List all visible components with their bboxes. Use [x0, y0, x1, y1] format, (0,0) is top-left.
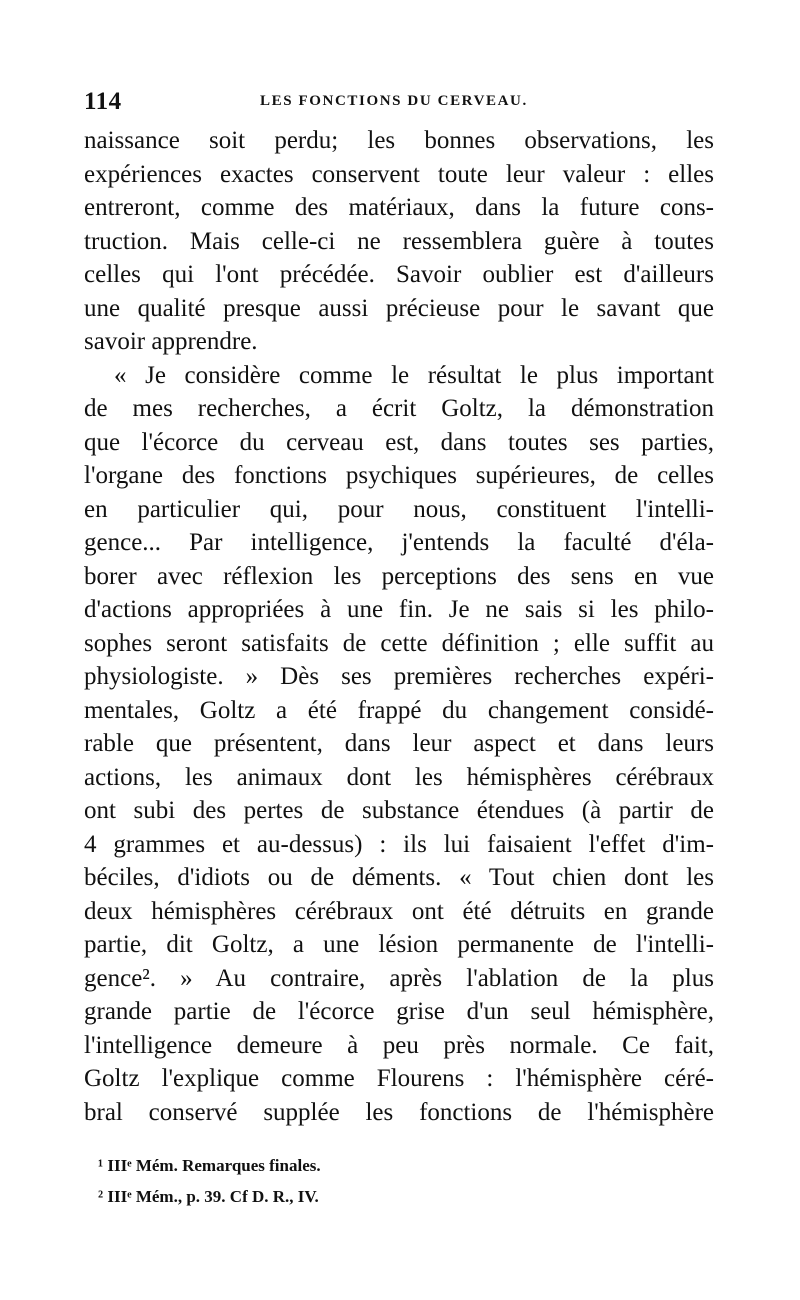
text-line: gence... Par intelligence, j'entends la faculté d'éla-	[84, 529, 714, 556]
text-line: l'intelligence demeure à peu près normale. Ce fait,	[84, 1031, 714, 1059]
text-line: l'organe des fonctions psychiques supérieures, de celles	[84, 462, 714, 489]
text-line: gence². » Au contraire, après l'ablation de la plus	[84, 964, 714, 992]
text-line: que l'écorce du cerveau est, dans toutes ses parties,	[84, 428, 714, 456]
text-line: borer avec réflexion les perceptions des sens en vue	[84, 562, 714, 590]
running-head	[84, 88, 714, 116]
text-line: « Je considère comme le résultat le plus important	[114, 361, 714, 389]
footnotes	[98, 1150, 658, 1212]
text-line: ont subi des pertes de substance étendues (à partir de	[84, 797, 714, 824]
page-number: 114	[84, 88, 122, 115]
text-line: bral conservé supplée les fonctions de l'hémisphère	[84, 1098, 714, 1126]
text-line: béciles, d'idiots ou de déments. « Tout chien dont les	[84, 864, 714, 891]
text-line: en particulier qui, pour nous, constituent l'intelli-	[84, 495, 714, 523]
text-line: deux hémisphères cérébraux ont été détruits en grande	[84, 897, 714, 925]
text-line: 4 grammes et au-dessus) : ils lui faisaient l'effet d'im-	[84, 830, 714, 858]
text-line: partie, dit Goltz, a une lésion permanente de l'intelli-	[84, 931, 714, 958]
text-line: Goltz l'explique comme Flourens : l'hémisphère céré-	[84, 1065, 714, 1092]
text-line: rable que présentent, dans leur aspect et dans leurs	[84, 730, 714, 757]
text-line: une qualité presque aussi précieuse pour le savant que	[84, 294, 714, 322]
text-line: mentales, Goltz a été frappé du changement considé-	[84, 696, 714, 724]
body-text	[84, 124, 714, 1129]
text-line: expériences exactes conservent toute leur valeur : elles	[84, 160, 714, 188]
footnote: ¹ IIIᵉ Mém. Remarques finales.	[98, 1156, 321, 1175]
text-line: actions, les animaux dont les hémisphères cérébraux	[84, 763, 714, 791]
text-line: naissance soit perdu; les bonnes observations, les	[84, 127, 714, 154]
text-line: entreront, comme des matériaux, dans la future cons-	[84, 194, 714, 221]
text-line: grande partie de l'écorce grise d'un seul hémisphère,	[84, 998, 714, 1025]
text-line: d'actions appropriées à une fin. Je ne sais si les philo-	[84, 596, 714, 623]
text-line: de mes recherches, a écrit Goltz, la démonstration	[84, 395, 714, 422]
text-line: savoir apprendre.	[84, 328, 258, 355]
text-line: celles qui l'ont précédée. Savoir oublier est d'ailleurs	[84, 261, 714, 288]
text-line: physiologiste. » Dès ses premières recherches expéri-	[84, 663, 714, 690]
text-line: sophes seront satisfaits de cette définition ; elle suffit au	[84, 629, 714, 657]
text-line: truction. Mais celle-ci ne ressemblera guère à toutes	[84, 227, 714, 255]
running-title: LES FONCTIONS DU CERVEAU.	[260, 93, 528, 109]
footnote: ² IIIᵉ Mém., p. 39. Cf D. R., IV.	[98, 1187, 319, 1206]
